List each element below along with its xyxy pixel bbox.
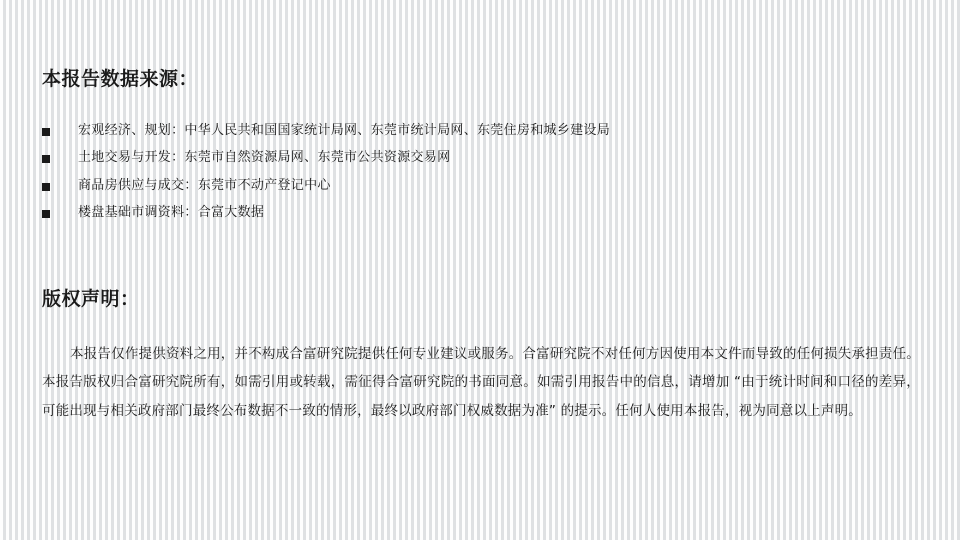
copyright-paragraph: 本报告仅作提供资料之用，并不构成合富研究院提供任何专业建议或服务。合富研究院不对任何方因使用本文件而导致的任何损失承担责任。本报告版权归合富研究院所有，如需引用或转载，需征得合富研究院的书面同意。如需引用报告中的信息，请增加 “由于统计时间和口径的差异，可能出现与相关政府部门最终公布数据不一致的情形，最终以政府部门权威数据为准” 的提示。任何人使用本报告，视为同意以上声明。 — [42, 346, 920, 419]
list-item-label: 商品房供应与成交：东莞市不动产登记中心 — [78, 177, 331, 193]
list-item — [42, 179, 902, 193]
list-item-label: 楼盘基础市调资料：合富大数据 — [78, 204, 265, 220]
square-bullet-icon — [42, 210, 50, 218]
list-item — [42, 151, 902, 165]
square-bullet-icon — [42, 183, 50, 191]
square-bullet-icon — [42, 128, 50, 136]
data-sources-list — [42, 124, 902, 233]
list-item-label: 土地交易与开发：东莞市自然资源局网、东莞市公共资源交易网 — [78, 150, 451, 166]
list-item-label: 宏观经济、规划：中华人民共和国国家统计局网、东莞市统计局网、东莞住房和城乡建设局 — [78, 123, 611, 138]
list-item — [42, 124, 902, 138]
data-sources-heading: 本报告数据来源： — [42, 68, 199, 90]
copyright-heading: 版权声明： — [42, 288, 140, 310]
list-item — [42, 206, 902, 220]
square-bullet-icon — [42, 155, 50, 163]
slide-content — [42, 0, 922, 540]
